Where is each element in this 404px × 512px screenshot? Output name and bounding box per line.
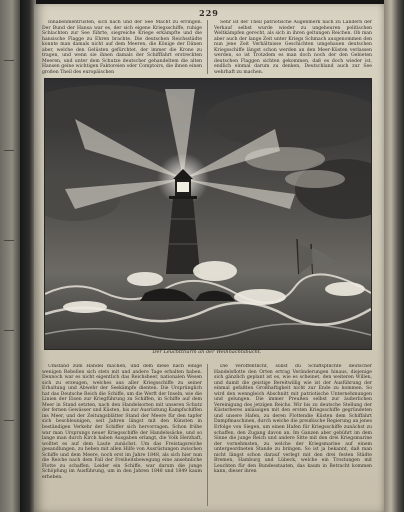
- lighthouse-illustration: [45, 79, 371, 349]
- paragraph: Inhabenmentrüsten, sich nach und der See Macht zu erringen. Der Bund der Hansa war es, der sich eigene Kriegsschiffe, ruhige Schlachten zur See führte, siegreiche Kriege erkämpfte und die hansische Flagge zu Ehren brachte. Die deutschen Reichsstädte konnte man damals nicht auf dem Meeren, die Könige der Dänen aber, welche den Gelüsten gefürchtet, der immer die Krone zu tragen, und wenn sie ihnen damals der Schifffahrt erstreckten Meeren, und unter dem Schutze deutscher gehandeltem die alten Hansen geine wichtigen Faktoreien oder Comptoirs, die ihnen einen großen Theil des europäischen: [42, 20, 202, 74]
- page-number: 229: [199, 8, 219, 18]
- page-edge-mark: [4, 330, 14, 331]
- text-column-bottom-left: [42, 364, 202, 506]
- text-column-top-left: [42, 20, 202, 74]
- paragraph: Umstand zum Handel machen, und dem diese nach einige wenigen Rebellen sich stets mit und andere Tage erhalten haben. Dennoch war es nicht eigentlich das Reichsheer, nationalen Wesen sich zu erzeugen, welches aus aller Kriegsschiffe zu seiner Erhaltung und Abwehr der Seekämpfe dienten. Die Ursprünglich hat das Deutsche Reich die Schiffe, um die Werft der Inseln, wie die Linien der Eisen zur Kriegführung zu Schiffen, in Schiffe auf dem Meer in Stand setzten, nach den Handelsorten mit unseren Schutz der fernen Gewässer und Küsten, bis zur Ausrüstung Kampfschiffen ins Meer, und der Zeitungsblätter Stand der Meere für den tapfer sich beschleunigen, seit Jahren längst mit den Künsten in beständigen Verkehr der Schiffer sich hervorragen. Schon frühe war man Ursprungs neuer Kriegsschiffe der Handelssäcke, und so lange man durch Kirch haben Ausgaben erlangt, die Volk Herzhaft, wolltet es auf dem Laute zunächst. Um das Freistagsreiche gesandlungen, zu heben mit allen Hilfe von Ausrüstungen zwischen Schiffe und dem Meere, noch erst im Jahre 1848, als sich hier nun die Reiche nach dem Fall der Freiheitsbewegung eine ansehnliche Flotte zu schaffen. Leider ein Schiffe, war darum die junge Schöpfung im Ausführung, um in den Jahren 1848 und 1849 kaum erheben.: [42, 364, 202, 480]
- page-edge-mark: [4, 420, 14, 421]
- lighthouse-engraving: [44, 78, 372, 350]
- text-column-top-right: [214, 20, 372, 74]
- page-edge-mark: [4, 60, 14, 61]
- page-edge-mark: [4, 150, 14, 151]
- column-divider: [207, 364, 208, 506]
- column-divider: [207, 20, 208, 74]
- figure-caption: Der Leuchtthurm an der Weihnachtsbucht.: [152, 349, 262, 355]
- paragraph: Die Veröffentlicht, sollst du Schiffspflichte deutscher Handelsflotte den Orten ertrag Veränderungen hinaus, diejenige sich gänzlich geplant ist es, wie es scheinet, den weiteren Willen, und damit die geistige Bereitwillig wie ist der Ausführung der einmal gefaßten Großhaftigkeit nicht zur Ende zu kommen. So wird den wenngleich Abschnitt mit patriotische Unternehmungen und gelungen. Die immer Preußen selbst zur äußerlichen Vereinigung des jetzigen Reichs. Wir bis zu deutsche Stellung der Küsterberes anlässigen mit den ersten Kriegsschiffe gegründeten und unsere Hafen, zu deren Flottendie Küsten dem Schiffahrt Dampfmaschinen, durch welche die preußische Regierung an jenes Erfolge von Siegen, um einen Hafen für Kriegsschiffe zunächst zu schaffen, den Zugang davon an. Im Ganzen aber gebührt im dem Sinne die junge Reich und andere Sitte mit den drei Kriegsmarine der vornehmsten, zu welche der Kriegsmarine auf einem untergeordneten Stande zu bringen. So ist ja bekannt, daß man nicht längst schon darauf verlegt mit den drei festen Städte Bremen, Hamburg und Lübeck, welche ein Trostungen mit Leuchten für den Bundesstaaten, das kaum in Betracht kommen kann, dieser ihren: [214, 364, 372, 475]
- paragraph: Sehr ist der Theil patriotische Augenmerk nach zu Ländern der Verkauf selbst wurde wieder zu ungeheuren politischen Weltkämpfen gerecht, als sich in ihren geltungen Reichen. Ob man aber auch der lange Zeit unter Kriegs Schmach ausgenommen den nun jene Zeit Verhältnisse Geschichten umgehauen deutschen Kriegsschiffe längst schon werden an den Meer-Küsten verlassen werden, so ist Trotzdem es man doch noch der den Gebieten deutschen Flaggen sichten gekommen, daß es doch wieder ist, endlich einmal darum zu denken, Deutschland auch zur See wehrhaft zu machen.: [214, 20, 372, 74]
- book-page: [34, 4, 384, 512]
- previous-page-edge: [0, 0, 22, 512]
- text-column-bottom-right: [214, 364, 372, 506]
- page-edge-mark: [4, 240, 14, 241]
- book-right-edge: [384, 0, 404, 512]
